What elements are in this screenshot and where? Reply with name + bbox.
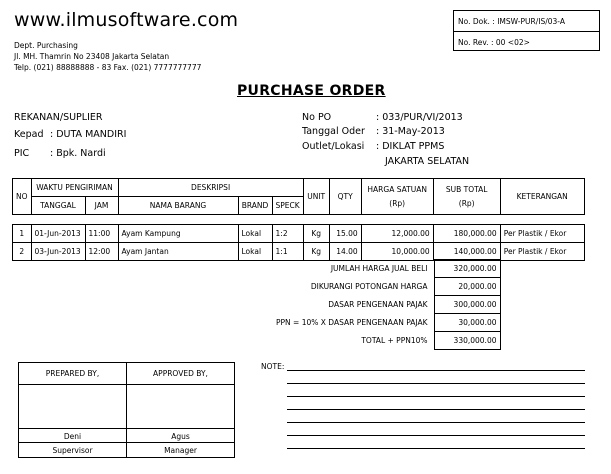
header-harga bbox=[361, 179, 433, 215]
header-tanggal: TANGGAL bbox=[31, 197, 85, 215]
supplier-heading: REKANAN/SUPLIER bbox=[14, 112, 103, 123]
table-row bbox=[13, 243, 585, 261]
header-keterangan: KETERANGAN bbox=[500, 179, 584, 215]
cell-keterangan: Per Plastik / Ekor bbox=[500, 243, 584, 261]
cell-brand: Lokal bbox=[238, 243, 272, 261]
note-label: NOTE: bbox=[261, 362, 285, 371]
header-nama-barang: NAMA BARANG bbox=[118, 197, 238, 215]
cell-jam: 12:00 bbox=[85, 243, 118, 261]
cell-tanggal: 01-Jun-2013 bbox=[31, 225, 85, 243]
total-label-ppn: PPN = 10% X DASAR PENGENAAN PAJAK bbox=[276, 318, 428, 327]
doc-number: No. Dok. : IMSW-PUR/IS/03-A bbox=[458, 17, 565, 26]
table-spacer-row bbox=[13, 215, 585, 225]
signature-header-row bbox=[19, 363, 235, 385]
cell-harga: 12,000.00 bbox=[361, 225, 433, 243]
pic-label: PIC bbox=[14, 148, 30, 159]
cell-tanggal: 03-Jun-2013 bbox=[31, 243, 85, 261]
pic-value: : Bpk. Nardi bbox=[50, 148, 106, 159]
signature-table bbox=[18, 362, 235, 458]
note-line bbox=[287, 448, 585, 449]
totals-row bbox=[260, 296, 500, 314]
totals-row bbox=[260, 278, 500, 296]
cell-nama-barang: Ayam Jantan bbox=[118, 243, 238, 261]
cell-keterangan: Per Plastik / Ekor bbox=[500, 225, 584, 243]
note-line bbox=[287, 422, 585, 423]
no-po-label: No PO bbox=[302, 112, 332, 123]
approved-role: Manager bbox=[127, 443, 235, 458]
prepared-signature-area bbox=[19, 385, 127, 429]
total-value-dpp: 300,000.00 bbox=[434, 296, 500, 314]
total-label-jumlah: JUMLAH HARGA JUAL BELI bbox=[330, 264, 428, 273]
outlet-label: Outlet/Lokasi bbox=[302, 141, 365, 152]
note-line bbox=[287, 370, 585, 371]
tanggal-order-value: : 31-May-2013 bbox=[376, 126, 445, 137]
cell-jam: 11:00 bbox=[85, 225, 118, 243]
company-address: Jl. MH. Thamrin No 23408 Jakarta Selatan bbox=[14, 52, 170, 61]
cell-subtotal: 140,000.00 bbox=[433, 243, 500, 261]
spacer-cell bbox=[13, 215, 585, 225]
revision-number: No. Rev. : 00 <02> bbox=[454, 31, 599, 51]
prepared-role: Supervisor bbox=[19, 443, 127, 458]
outlet-value: : DIKLAT PPMS bbox=[376, 141, 445, 152]
total-value-potongan: 20,000.00 bbox=[434, 278, 500, 296]
cell-no: 2 bbox=[13, 243, 32, 261]
approved-by-label: APPROVED BY, bbox=[127, 363, 235, 385]
kepad-label: Kepad bbox=[14, 129, 44, 140]
cell-speck: 1:2 bbox=[272, 225, 303, 243]
cell-brand: Lokal bbox=[238, 225, 272, 243]
company-website: www.ilmusoftware.com bbox=[14, 9, 239, 31]
cell-unit: Kg bbox=[303, 243, 329, 261]
total-label-grand: TOTAL + PPN10% bbox=[361, 336, 428, 345]
note-line bbox=[287, 409, 585, 410]
total-value-jumlah: 320,000.00 bbox=[434, 260, 500, 278]
header-unit: UNIT bbox=[303, 179, 329, 215]
approved-name: Agus bbox=[127, 429, 235, 443]
header-no: NO bbox=[13, 179, 32, 215]
cell-qty: 15.00 bbox=[329, 225, 361, 243]
prepared-name: Deni bbox=[19, 429, 127, 443]
cell-nama-barang: Ayam Kampung bbox=[118, 225, 238, 243]
cell-unit: Kg bbox=[303, 225, 329, 243]
items-table bbox=[12, 178, 585, 261]
page-title: PURCHASE ORDER bbox=[237, 83, 386, 99]
cell-qty: 14.00 bbox=[329, 243, 361, 261]
header-speck: SPECK bbox=[272, 197, 303, 215]
document-info-box bbox=[453, 10, 600, 51]
header-waktu: WAKTU PENGIRIMAN bbox=[31, 179, 118, 197]
header-brand: BRAND bbox=[238, 197, 272, 215]
cell-subtotal: 180,000.00 bbox=[433, 225, 500, 243]
totals-row bbox=[260, 260, 500, 278]
table-row bbox=[13, 225, 585, 243]
header-harga-label: HARGA SATUAN bbox=[367, 185, 427, 194]
outlet-value-line2: JAKARTA SELATAN bbox=[385, 156, 470, 167]
approved-signature-area bbox=[127, 385, 235, 429]
cell-harga: 10,000.00 bbox=[361, 243, 433, 261]
header-jam: JAM bbox=[85, 197, 118, 215]
total-value-grand: 330,000.00 bbox=[434, 332, 500, 350]
note-line bbox=[287, 383, 585, 384]
cell-speck: 1:1 bbox=[272, 243, 303, 261]
signature-name-row bbox=[19, 429, 235, 443]
totals-row bbox=[260, 314, 500, 332]
company-dept: Dept. Purchasing bbox=[14, 41, 78, 50]
totals-table bbox=[260, 259, 501, 350]
note-line bbox=[287, 396, 585, 397]
header-subtotal bbox=[433, 179, 500, 215]
totals-row bbox=[260, 332, 500, 350]
note-line bbox=[287, 435, 585, 436]
header-harga-unit: (Rp) bbox=[389, 199, 406, 208]
kepad-value: : DUTA MANDIRI bbox=[50, 129, 127, 140]
total-value-ppn: 30,000.00 bbox=[434, 314, 500, 332]
signature-space-row bbox=[19, 385, 235, 429]
no-po-value: : 033/PUR/VI/2013 bbox=[376, 112, 463, 123]
total-label-dpp: DASAR PENGENAAN PAJAK bbox=[328, 300, 428, 309]
cell-no: 1 bbox=[13, 225, 32, 243]
header-subtotal-unit: (Rp) bbox=[458, 199, 475, 208]
table-header-row bbox=[13, 179, 585, 197]
tanggal-order-label: Tanggal Oder bbox=[302, 126, 365, 137]
prepared-by-label: PREPARED BY, bbox=[19, 363, 127, 385]
company-phone: Telp. (021) 88888888 - 83 Fax. (021) 7777777777 bbox=[14, 63, 202, 72]
header-deskripsi: DESKRIPSI bbox=[118, 179, 303, 197]
signature-role-row bbox=[19, 443, 235, 458]
total-label-potongan: DIKURANGI POTONGAN HARGA bbox=[310, 282, 428, 291]
header-qty: QTY bbox=[329, 179, 361, 215]
header-subtotal-label: SUB TOTAL bbox=[445, 185, 488, 194]
